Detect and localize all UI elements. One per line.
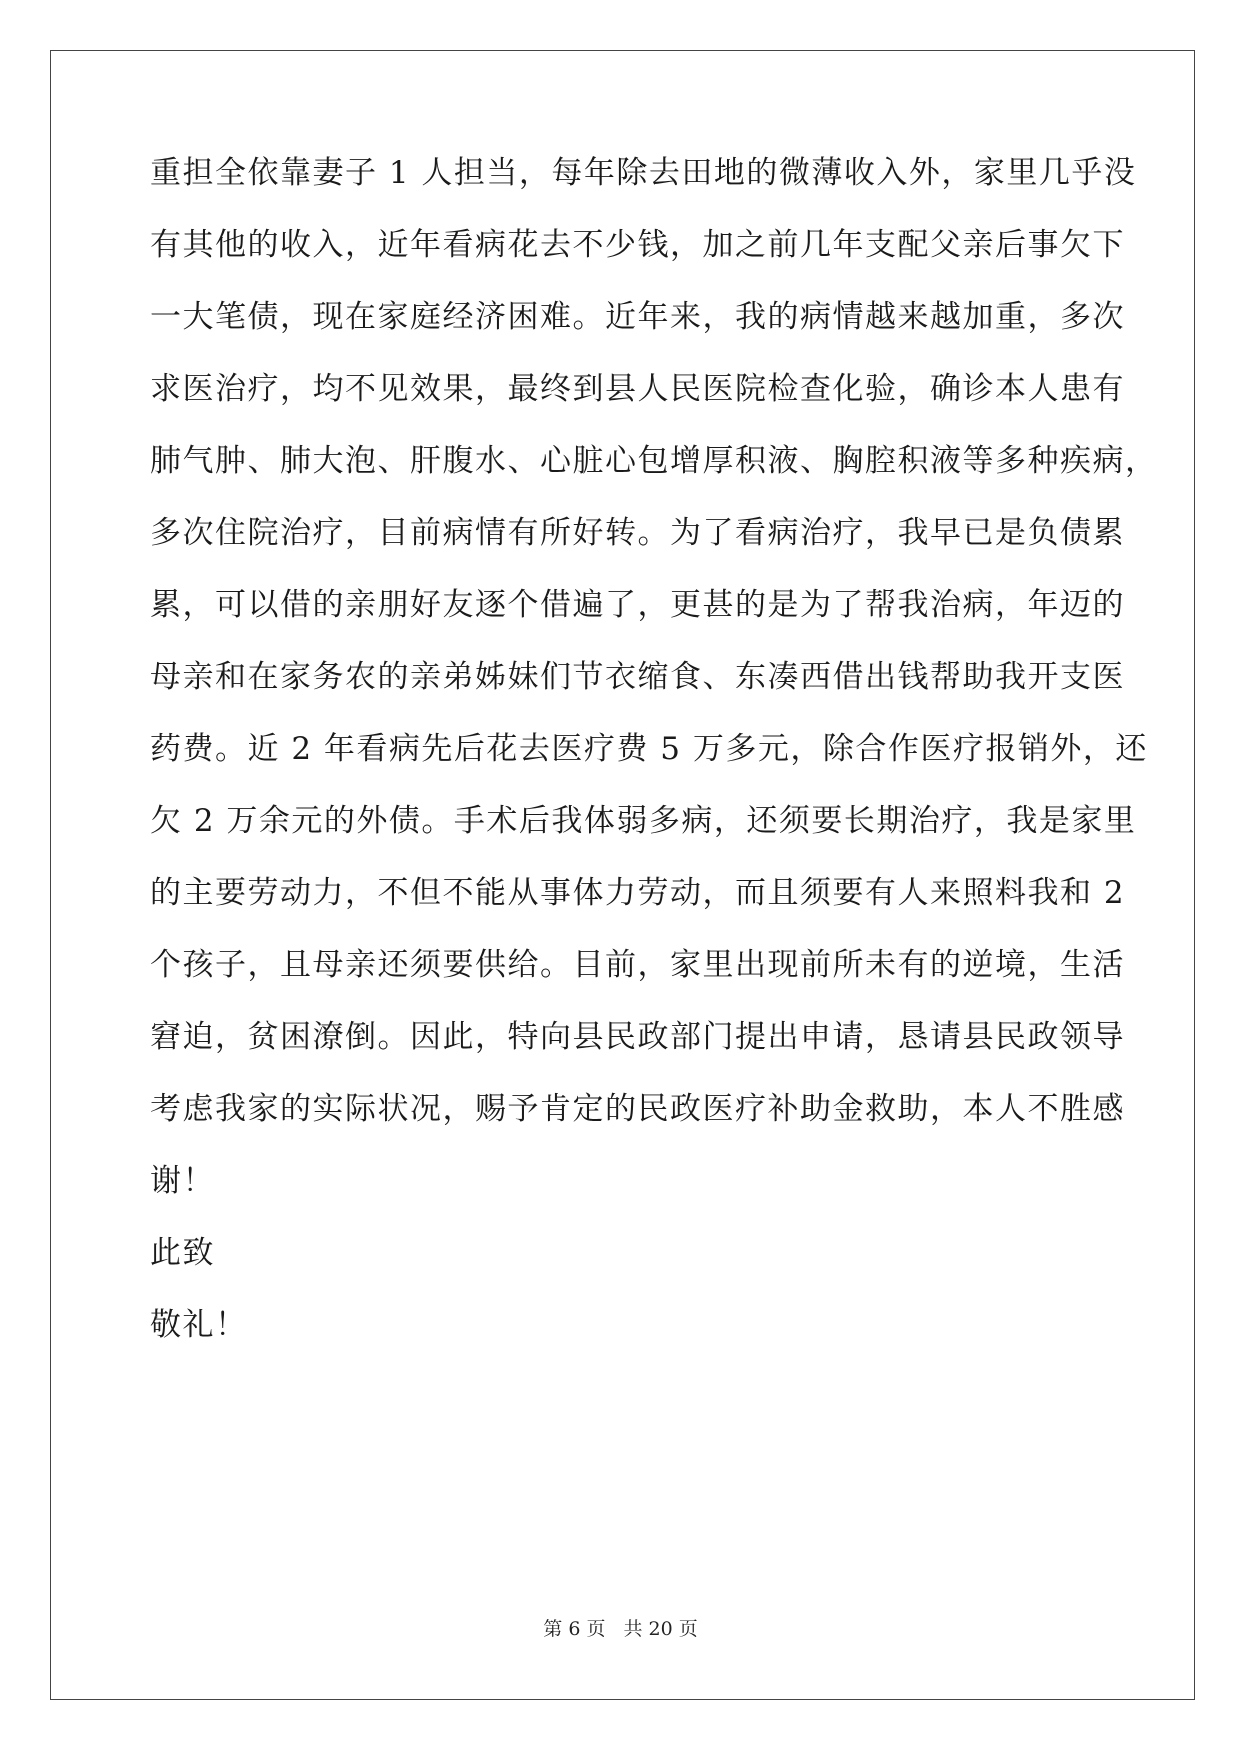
text-line: 一大笔债，现在家庭经济困难。近年来，我的病情越来越加重，多次 <box>150 299 1125 335</box>
page-number: 第 6 页 <box>543 1618 606 1640</box>
text-line: 药费。近 2 年看病先后花去医疗费 5 万多元，除合作医疗报销外，还 <box>150 731 1148 767</box>
text-line: 多次住院治疗，目前病情有所好转。为了看病治疗，我早已是负债累 <box>150 515 1125 551</box>
text-line: 的主要劳动力，不但不能从事体力劳动，而且须要有人来照料我和 2 <box>150 875 1126 911</box>
text-line: 谢！ <box>150 1163 215 1199</box>
text-line: 母亲和在家务农的亲弟姊妹们节衣缩食、东凑西借出钱帮助我开支医 <box>150 659 1125 695</box>
text-line: 窘迫，贫困潦倒。因此，特向县民政部门提出申请，恳请县民政领导 <box>150 1019 1125 1055</box>
text-line: 欠 2 万余元的外债。手术后我体弱多病，还须要长期治疗，我是家里 <box>150 803 1137 839</box>
text-line: 重担全依靠妻子 1 人担当，每年除去田地的微薄收入外，家里几乎没 <box>150 155 1137 191</box>
salutation-line: 此致 <box>150 1235 215 1271</box>
text-line: 个孩子，且母亲还须要供给。目前，家里出现前所未有的逆境，生活 <box>150 947 1125 983</box>
text-line: 求医治疗，均不见效果，最终到县人民医院检查化验，确诊本人患有 <box>150 371 1125 407</box>
salutation-line: 敬礼！ <box>150 1307 248 1343</box>
page-total: 共 20 页 <box>623 1618 698 1640</box>
text-line: 有其他的收入，近年看病花去不少钱，加之前几年支配父亲后事欠下 <box>150 227 1125 263</box>
text-line: 累，可以借的亲朋好友逐个借遍了，更甚的是为了帮我治病，年迈的 <box>150 587 1125 623</box>
page-footer <box>0 1617 1241 1641</box>
text-line: 肺气肿、肺大泡、肝腹水、心脏心包增厚积液、胸腔积液等多种疾病， <box>150 443 1158 479</box>
text-line: 考虑我家的实际状况，赐予肯定的民政医疗补助金救助，本人不胜感 <box>150 1091 1125 1127</box>
